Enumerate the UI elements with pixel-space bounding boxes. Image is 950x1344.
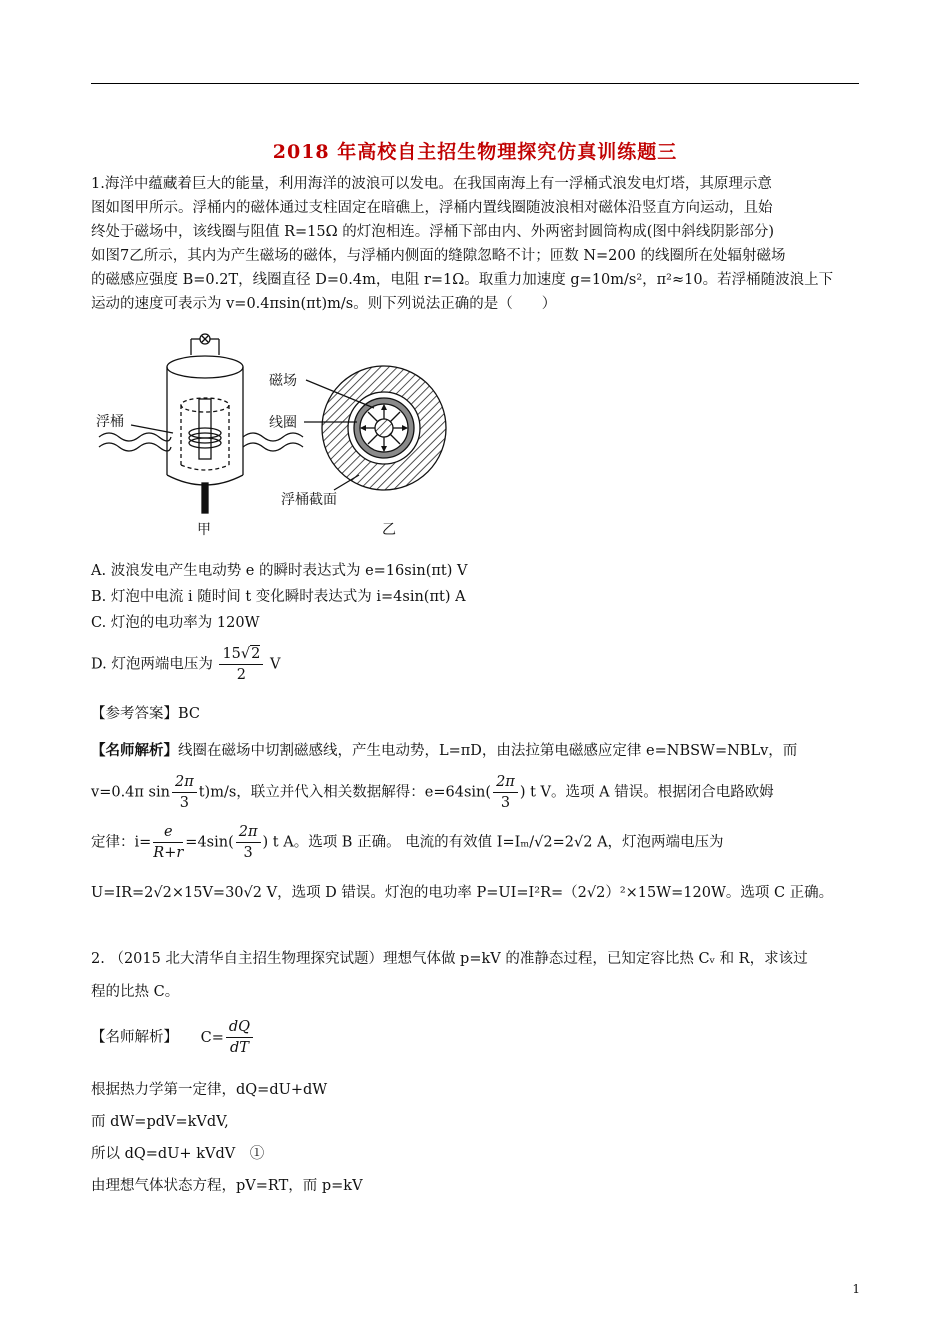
question-1-stem [91,172,861,316]
analysis-1: 【名师解析】线圈在磁场中切割磁感线，产生电动势，L=πD，由法拉第电磁感应定律 e=NBSW=NBLv，而 [91,742,798,759]
analysis-2-head: 【名师解析】 C= $\frac{dQ}{dT}$ [91,1017,861,1058]
question-1-line: 图如图甲所示。浮桶内的磁体通过支柱固定在暗礁上，浮桶内置线圈随波浪相对磁体沿竖直方向运动，且始 [91,200,773,216]
reference-answer: 【参考答案】BC [91,706,201,722]
analysis-1-line3: 定律：i= $\frac{e}{R+r}$ =4sin( $\frac{2\pi}{3}$ ) t A。选项 B 正确。 电流的有效值 I=Iₘ/√2=2√2 A，灯泡两端电压为 [91,824,724,861]
label-float: 浮桶 [96,414,124,430]
label-yi: 乙 [382,522,396,538]
header-rule [91,83,859,84]
buoy-diagram [91,325,471,547]
label-jia: 甲 [197,522,211,538]
question-1-line: 如图7乙所示，其内为产生磁场的磁体，与浮桶内侧面的缝隙忽略不计；匝数 N=200 的线圈所在处辐射磁场 [91,248,786,264]
analysis-2: 根据热力学第一定律，dQ=dU+dW 而 dW=pdV=kVdV, 所以 dQ=dU+ kVdV ① 由理想气体状态方程，pV=RT，而 p=kV [91,1082,363,1194]
option-a: A. 波浪发电产生电动势 e 的瞬时表达式为 e=16sin(πt) V [91,563,468,579]
option-c: C. 灯泡的电功率为 120W [91,615,260,631]
label-coil: 线圈 [269,415,297,431]
analysis-1-line4: U=IR=2√2×15V=30√2 V，选项 D 错误。灯泡的电功率 P=UI=I²R=（2√2）²×15W=120W。选项 C 正确。 [91,885,834,901]
option-b: B. 灯泡中电流 i 随时间 t 变化瞬时表达式为 i=4sin(πt) A [91,589,466,605]
label-section: 浮桶截面 [281,492,337,508]
question-1-line: 终处于磁场中，该线圈与阻值 R=15Ω 的灯泡相连。浮桶下部由内、外两密封圆筒构成(图中斜线阴影部分) [91,224,775,240]
page-title: 2018 年高校自主招生物理探究仿真训练题三 [272,141,678,163]
label-field: 磁场 [269,373,297,389]
question-2: 2. （2015 北大清华自主招生物理探究试题）理想气体做 p=kV 的准静态过程，已知定容比热 Cᵥ 和 R，求该过 程的比热 C。 [91,951,808,1000]
options [91,558,861,636]
question-1-line: 的磁感应强度 B=0.2T，线圈直径 D=0.4m，电阻 r=1Ω。取重力加速度 g=10m/s²，π²≈10。若浮桶随波浪上下 [91,272,834,288]
analysis-1-line2: v=0.4π sin $\frac{2\pi}{3}$ t)m/s，联立并代入相关数据解得：e=64sin( $\frac{2\pi}{3}$ ) t V。选项 A 错误。根据闭合电路欧姆 [91,774,774,811]
question-1-line: 1.海洋中蕴藏着巨大的能量，利用海洋的波浪可以发电。在我国南海上有一浮桶式浪发电灯塔，其原理示意 [91,176,772,192]
question-1-line: 运动的速度可表示为 v=0.4πsin(πt)m/s。则下列说法正确的是（ ） [91,296,557,312]
figure-yi [304,366,446,490]
option-d-fraction: $\frac{15√2}{2}$ [219,644,263,685]
option-d: D. 灯泡两端电压为 $\frac{15√2}{2}$ V [91,646,281,683]
page-number: 1 [852,1282,860,1296]
